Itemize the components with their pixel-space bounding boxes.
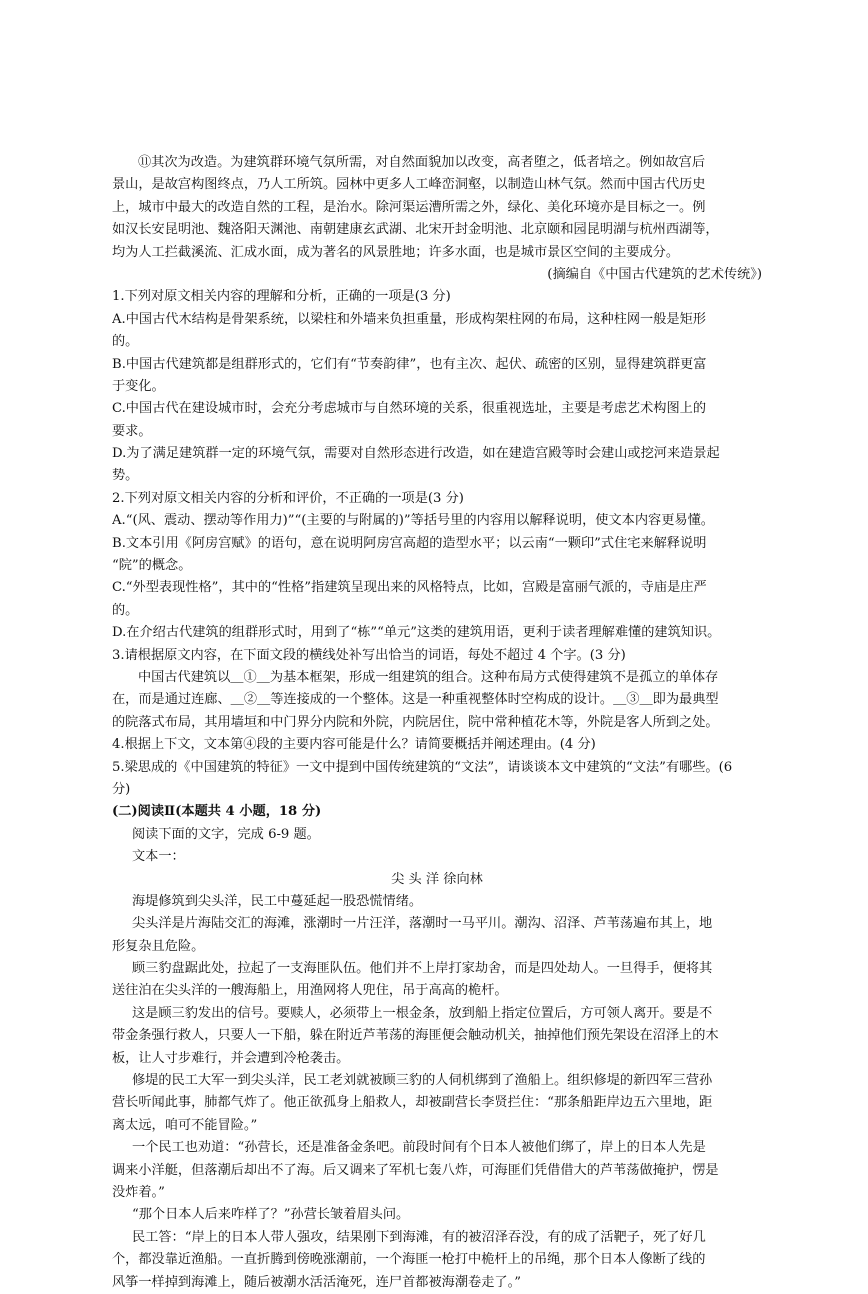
- text-line: 修堤的民工大军一到尖头洋，民工老刘就被顾三豹的人伺机绑到了渔船上。组织修堤的新四军三营孙: [132, 1073, 713, 1089]
- text-line: A.“(风、震动、摆动等作用力)”“(主要的与附属的)”等括号里的内容用以解释说明，使文本内容更易懂。: [112, 513, 714, 529]
- text-line: 阅读下面的文字，完成 6-9 题。: [132, 826, 320, 842]
- text-line: 尖头洋是片海陆交汇的海滩，涨潮时一片汪洋，落潮时一马平川。潮沟、沼泽、芦苇荡遍布其上，地: [132, 916, 713, 932]
- text-line: 的。: [112, 334, 139, 350]
- text-line: (摘编自《中国古代建筑的艺术传统》): [547, 266, 762, 282]
- text-line: 送往泊在尖头洋的一艘海船上，用渔网将人兜住，吊于高高的桅杆。: [112, 983, 508, 999]
- text-line: ⑪其次为改造。为建筑群环境气氛所需，对自然面貌加以改变，高者堕之，低者培之。例如故宫后: [138, 155, 706, 170]
- text-line: 均为人工拦截溪流、汇成水面，成为著名的风景胜地；许多水面，也是城市景区空间的主要成分。: [112, 244, 680, 260]
- text-line: 分): [112, 781, 131, 797]
- text-line: D.在介绍古代建筑的组群形式时，用到了“栋”“单元”这类的建筑用语，更利于读者理解难懂的建筑知识。: [112, 625, 721, 641]
- text-line: 势。: [112, 468, 139, 484]
- text-line: 1.下列对原文相关内容的理解和分析，正确的一项是(3 分): [112, 289, 451, 305]
- text-line: “那个日本人后来咋样了？”孙营长皱着眉头问。: [132, 1207, 410, 1223]
- text-line: 4.根据上下文，文本第④段的主要内容可能是什么？请简要概括并阐述理由。(4 分): [112, 737, 596, 753]
- text-line: 个，都没靠近渔船。一直折腾到傍晚涨潮前，一个海匪一枪打中桅杆上的吊绳，那个日本人像断了线的: [112, 1252, 706, 1268]
- text-line: 于变化。: [112, 378, 165, 394]
- text-line: B.中国古代建筑都是组群形式的，它们有“节奏韵律”，也有主次、起伏、疏密的区别，显得建筑群更富: [112, 356, 707, 372]
- text-line: 形复杂且危险。: [112, 938, 205, 954]
- text-line: (二)阅读Ⅱ(本题共 4 小题，18 分): [112, 804, 322, 820]
- text-line: 尖 头 洋 徐向林: [391, 871, 483, 887]
- text-line: 离太远，咱可不能冒险。”: [112, 1117, 258, 1133]
- text-line: A.中国古代木结构是骨架系统，以梁柱和外墙来负担重量，形成构架柱网的布局，这种柱网一般是矩形: [112, 311, 706, 327]
- text-line: 3.请根据原文内容，在下面文段的横线处补写出恰当的词语，每处不超过 4 个字。(3 分): [112, 647, 626, 663]
- text-line: 的院落式布局，其用墙垣和中门界分内院和外院，内院居住，院中常种植花木等，外院是客人所到之处。: [112, 714, 719, 730]
- text-line: 2.下列对原文相关内容的分析和评价，不正确的一项是(3 分): [112, 490, 464, 506]
- text-line: 调来小洋艇，但落潮后却出不了海。后又调来了军机七轰八炸，可海匪们凭借借大的芦苇荡做掩护，愣是: [112, 1162, 719, 1178]
- text-line: 景山，是故宫构图终点，乃人工所筑。园林中更多人工峰峦洞壑，以制造山林气氛。然而中国古代历史: [112, 177, 706, 193]
- text-line: D.为了满足建筑群一定的环境气氛，需要对自然形态进行改造，如在建造宫殿等时会建山或挖河来造景起: [112, 446, 720, 462]
- text-line: 上，城市中最大的改造自然的工程，是治水。除河渠运漕所需之外，绿化、美化环境亦是目标之一。例: [112, 199, 706, 215]
- text-line: C.中国古代在建设城市时，会充分考虑城市与自然环境的关系，很重视选址，主要是考虑艺术构图上的: [112, 401, 707, 417]
- document-page: [112, 152, 762, 1294]
- text-line: 板，让人寸步难行，并会遭到冷枪袭击。: [112, 1050, 350, 1066]
- text-line: 如汉长安昆明池、魏洛阳天渊池、南朝建康玄武湖、北宋开封金明池、北京颐和园昆明湖与杭州西湖等，: [112, 222, 719, 238]
- text-line: 带金条强行救人，只要人一下船，躲在附近芦苇荡的海匪便会触动机关，抽掉他们预先架设在沼泽上的木: [112, 1028, 719, 1044]
- text-line: 顾三豹盘踞此处，拉起了一支海匪队伍。他们并不上岸打家劫舍，而是四处劫人。一旦得手，便将其: [132, 961, 713, 977]
- text-line: 要求。: [112, 423, 152, 439]
- text-line: 的。: [112, 602, 139, 618]
- text-line: 没炸着。”: [112, 1184, 165, 1200]
- text-line: 5.梁思成的《中国建筑的特征》一文中提到中国传统建筑的“文法”，请谈谈本文中建筑的“文法”有哪些。(6: [112, 759, 733, 775]
- text-line: 海堤修筑到尖头洋，民工中蔓延起一股恐慌情绪。: [132, 893, 423, 909]
- text-line: 文本一：: [132, 849, 185, 865]
- text-line: 风筝一样掉到海滩上，随后被潮水活活淹死，连尸首都被海潮卷走了。”: [112, 1274, 521, 1290]
- text-line: 营长听闻此事，肺都气炸了。他正欲孤身上船救人，却被副营长李贤拦住：“那条船距岸边五六里地，距: [112, 1095, 713, 1111]
- text-line: 在，而是通过连廊、＿②＿等连接成的一个整体。这是一种重视整体时空构成的设计。＿③＿即为最典型: [112, 692, 719, 708]
- text-line: 一个民工也劝道：“孙营长，还是准备金条吧。前段时间有个日本人被他们绑了，岸上的日本人先是: [132, 1140, 706, 1156]
- text-line: C.“外型表现性格”，其中的“性格”指建筑呈现出来的风格特点，比如，宫殿是富丽气派的，寺庙是庄严: [112, 580, 707, 596]
- text-line: B.文本引用《阿房宫赋》的语句，意在说明阿房宫高超的造型水平；以云南“一颗印”式住宅来解释说明: [112, 535, 707, 551]
- text-line: 中国古代建筑以＿①＿为基本框架，形成一组建筑的组合。这种布局方式使得建筑不是孤立的单体存: [138, 669, 719, 685]
- text-line: 这是顾三豹发出的信号。要赎人，必须带上一根金条，放到船上指定位置后，方可领人离开。要是不: [132, 1005, 713, 1021]
- text-line: “院”的概念。: [112, 558, 192, 574]
- text-line: 民工答：“岸上的日本人带人强攻，结果刚下到海滩，有的被沼泽吞没，有的成了活靶子，死了好几: [132, 1229, 706, 1245]
